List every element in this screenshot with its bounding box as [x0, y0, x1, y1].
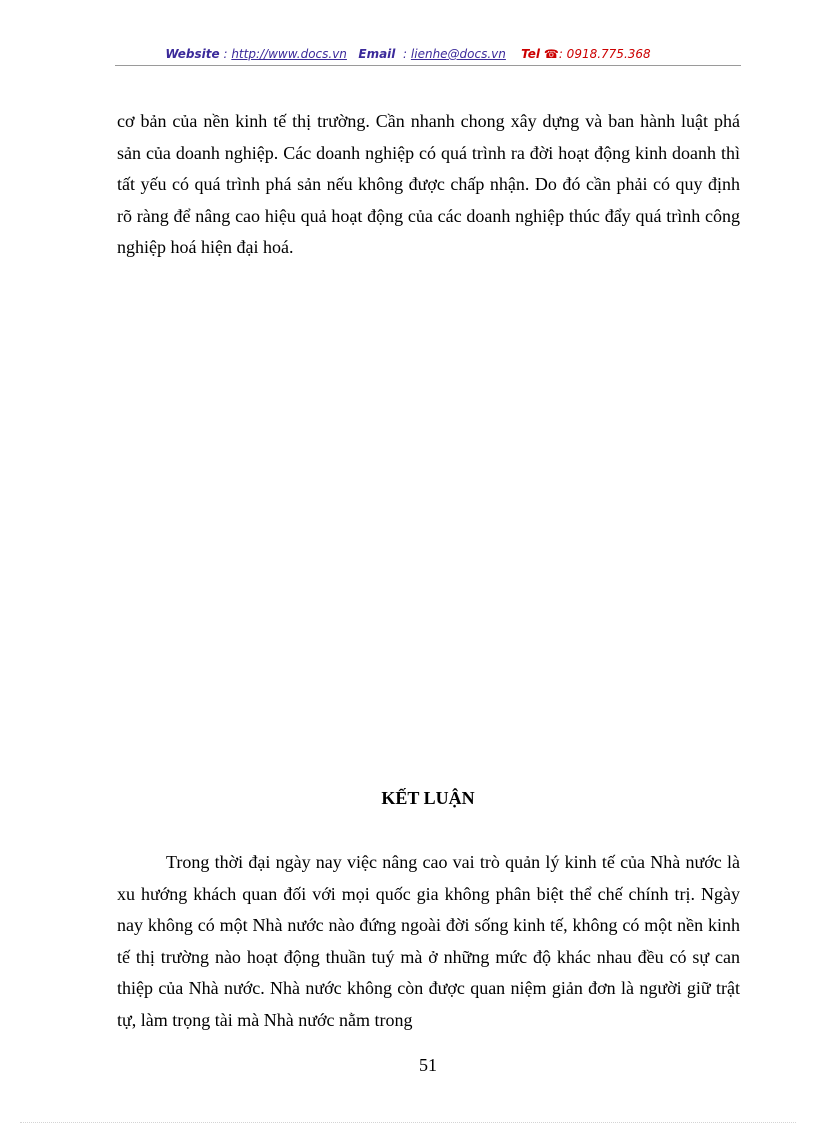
- tel-value: : 0918.775.368: [558, 47, 651, 61]
- website-label: Website: [165, 47, 220, 61]
- email-link[interactable]: lienhe@docs.vn: [410, 47, 506, 61]
- page-number: 51: [419, 1055, 437, 1075]
- tel-label: Tel: [521, 47, 541, 61]
- section-heading: KẾT LUẬN: [381, 788, 475, 808]
- header-divider: [115, 65, 741, 66]
- website-separator: :: [219, 47, 232, 61]
- page-header: [0, 47, 816, 61]
- email-label: Email: [358, 47, 396, 61]
- website-link[interactable]: http://www.docs.vn: [231, 47, 347, 61]
- email-separator: :: [399, 47, 411, 61]
- body-paragraph: cơ bản của nền kinh tế thị trường. Cần nhanh chong xây dựng và ban hành luật phá sản của doanh nghiệp. Các doanh nghiệp có quá trình ra đời hoạt động kinh doanh thì tất yếu có quá trình phá sản nếu không được chấp nhận. Do đó cần phải có quy định rõ ràng để nâng cao hiệu quả hoạt động của các doanh nghiệp thúc đẩy quá trình công nghiệp hoá hiện đại hoá.: [117, 111, 740, 258]
- conclusion-paragraph: Trong thời đại ngày nay việc nâng cao vai trò quản lý kinh tế của Nhà nước là xu hướng khách quan đối với mọi quốc gia không phân biệt thể chế chính trị. Ngày nay không có một Nhà nước nào đứng ngoài đời sống kinh tế, không có một nền kinh tế thị trường nào hoạt động thuần tuý mà ở những mức độ khác nhau đều có sự can thiệp của Nhà nước. Nhà nước không còn được quan niệm giản đơn là người giữ trật tự, làm trọng tài mà Nhà nước nằm trong: [117, 852, 740, 1030]
- phone-icon: ☎: [543, 47, 559, 61]
